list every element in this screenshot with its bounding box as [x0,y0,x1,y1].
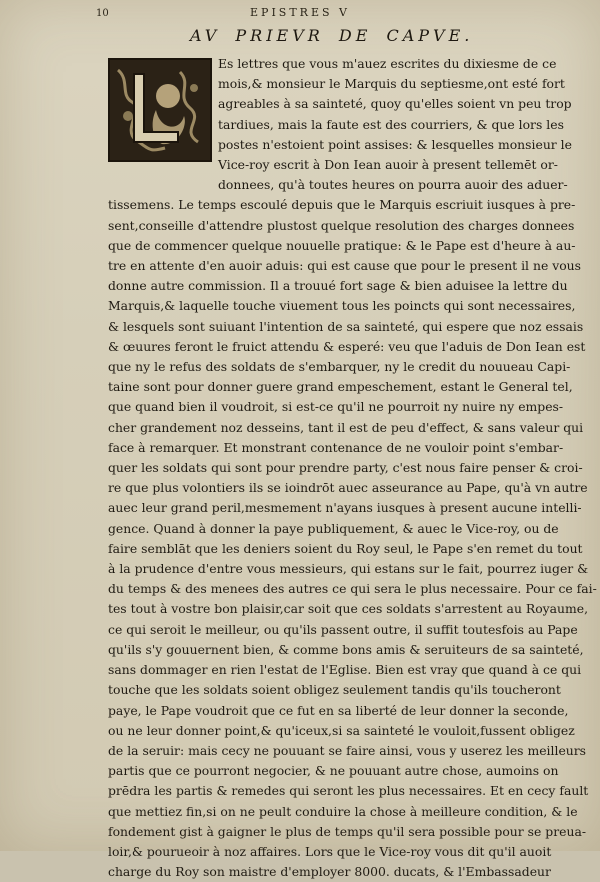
text-line: tre en attente d'en auoir aduis: qui est cause que pour le present il ne vous [108,258,582,274]
text-line: qu'ils s'y gouuernent bien, & comme bons amis & seruiteurs de sa sainteté, [108,641,584,657]
text-line: faire semblāt que les deniers soient du Roy seul, le Pape s'en remet du tout [108,540,583,556]
text-line: que quand bien il voudroit, si est-ce qu'il ne pourroit ny nuire ny empes- [108,399,564,415]
text-line: postes n'estoient point assises: & lesquelles monsieur le [218,136,572,152]
text-line: Vice-roy escrit à Don Iean auoir à present tellemēt or- [218,157,558,173]
text-line: quer les soldats qui sont pour prendre party, c'est nous faire penser & croi- [108,460,583,476]
page-folio: 10 [96,8,109,19]
text-line: touche que les soldats soient obligez seulement tandis qu'ils toucheront [108,682,561,698]
text-line: taine sont pour donner guere grand empeschement, estant le General tel, [108,379,573,395]
letter-address: AV PRIEVR DE CAPVE. [190,26,474,45]
text-line: à la prudence d'entre vous messieurs, qui estans sur le fait, pourrez iuger & [108,561,589,577]
text-line: prēdra les partis & remedes qui seront les plus necessaires. Et en cecy fault [108,783,589,799]
text-line: sans dommager en rien l'estat de l'Eglise. Bien est vray que quand à ce qui [108,662,582,678]
text-line: tardiues, mais la faute est des courriers, & que lors les [218,116,564,132]
text-line: que de commencer quelque nouuelle pratique: & le Pape est d'heure à au- [108,237,576,253]
text-line: auec leur grand peril,mesmement n'ayans iusques à present aucune intelli- [108,500,582,516]
letter-body [108,54,597,882]
text-line: Marquis,& laquelle touche viuement tous les poincts qui sont necessaires, [108,298,576,314]
text-line: ou ne leur donner point,& qu'iceux,si sa sainteté le vouloit,fussent obligez [108,722,575,738]
text-line: que mettiez fin,si on ne peult conduire la chose à meilleure condition, & le [108,803,578,819]
text-line: & lesquels sont suiuant l'intention de sa sainteté, qui espere que noz essais [108,318,584,334]
text-line: mois,& monsieur le Marquis du septiesme,ont esté fort [218,76,565,92]
text-line: tes tout à vostre bon plaisir,car soit que ces soldats s'arrestent au Royaume, [108,601,589,617]
text-line: du temps & des menees des autres ce qui sera le plus necessaire. Pour ce fai- [108,581,597,597]
text-line: gence. Quand à donner la paye publiquement, & auec le Vice-roy, ou de [108,520,559,536]
text-line: & œuures feront le fruict attendu & esperé: veu que l'aduis de Don Iean est [108,338,586,354]
text-line: agreables à sa sainteté, quoy qu'elles soient vn peu trop [218,96,572,112]
running-head: EPISTRES V [250,6,350,19]
text-line: fondement gist à gaigner le plus de temps qu'il sera possible pour se preua- [108,823,587,839]
text-line: que ny le refus des soldats de s'embarquer, ny le credit du nouueau Capi- [108,359,571,375]
text-line: donnees, qu'à toutes heures on pourra auoir des aduer- [218,177,568,193]
text-line: re que plus volontiers ils se ioindrōt auec asseurance au Pape, qu'à vn autre [108,480,588,496]
text-line: cher grandement noz desseins, tant il est de peu d'effect, & sans valeur qui [108,419,584,435]
text-line: loir,& pourueoir à noz affaires. Lors que le Vice-roy vous dit qu'il auoit [108,843,552,859]
text-line: face à remarquer. Et monstrant contenance de ne vouloir point s'embar- [108,439,564,455]
text-line: ce qui seroit le meilleur, ou qu'ils passent outre, il suffit toutesfois au Pape [108,621,578,637]
text-line: sent,conseille d'attendre plustost quelque resolution des charges donnees [108,217,575,233]
text-line: tissemens. Le temps escoulé depuis que le Marquis escriuit iusques à pre- [108,197,576,213]
text-line: Es lettres que vous m'auez escrites du dixiesme de ce [218,56,557,71]
text-line: charge du Roy son maistre d'employer 8000. ducats, & l'Embassadeur [108,864,551,880]
text-line: de la seruir: mais cecy ne pouuant se faire ainsi, vous y userez les meilleurs [108,742,587,758]
text-line: paye, le Pape voudroit que ce fut en sa liberté de leur donner la seconde, [108,702,569,718]
text-line: partis que ce pourront negocier, & ne pouuant autre chose, aumoins on [108,763,559,779]
text-line: donne autre commission. Il a trouué fort sage & bien aduisee la lettre du [108,278,568,294]
